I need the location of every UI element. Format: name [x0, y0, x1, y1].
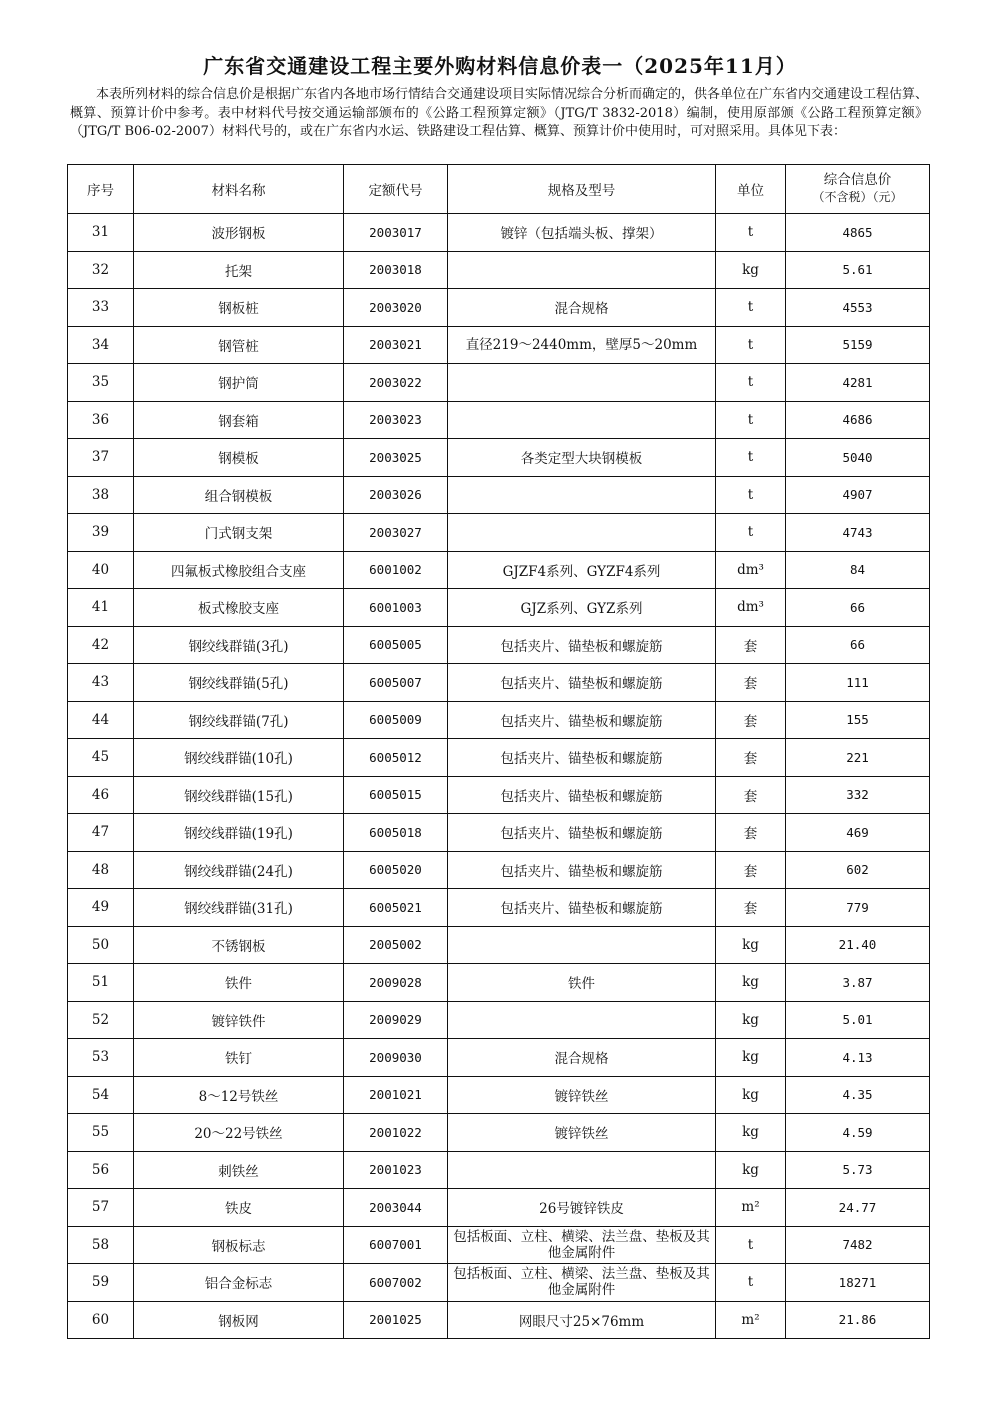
cell-name: 不锈钢板: [134, 926, 344, 964]
cell-spec: 包括夹片、锚垫板和螺旋筋: [448, 851, 716, 889]
table-row: [68, 776, 930, 814]
cell-code: 2001021: [344, 1076, 448, 1114]
cell-unit: kg: [716, 964, 786, 1002]
cell-unit: kg: [716, 1039, 786, 1077]
cell-price: 5159: [786, 326, 930, 364]
cell-spec: 直径219～2440mm，壁厚5～20mm: [448, 326, 716, 364]
cell-no: 39: [68, 514, 134, 552]
table-row: [68, 814, 930, 852]
cell-name: 钢模板: [134, 439, 344, 477]
cell-unit: 套: [716, 776, 786, 814]
table-row: [68, 289, 930, 327]
cell-spec: 包括板面、立柱、横梁、法兰盘、垫板及其他金属附件: [448, 1264, 716, 1302]
cell-unit: kg: [716, 1114, 786, 1152]
cell-no: 38: [68, 476, 134, 514]
cell-spec: [448, 1001, 716, 1039]
cell-no: 56: [68, 1151, 134, 1189]
table-row: [68, 364, 930, 402]
cell-price: 5040: [786, 439, 930, 477]
cell-spec: 镀锌铁丝: [448, 1076, 716, 1114]
cell-spec: 镀锌铁丝: [448, 1114, 716, 1152]
cell-unit: t: [716, 214, 786, 252]
cell-name: 钢绞线群锚(31孔): [134, 889, 344, 927]
cell-name: 钢套箱: [134, 401, 344, 439]
cell-name: 门式钢支架: [134, 514, 344, 552]
cell-unit: 套: [716, 701, 786, 739]
cell-price: 602: [786, 851, 930, 889]
header-price-label: 综合信息价: [823, 172, 892, 188]
cell-name: 组合钢模板: [134, 476, 344, 514]
cell-spec: [448, 364, 716, 402]
cell-no: 44: [68, 701, 134, 739]
cell-spec: [448, 1151, 716, 1189]
cell-price: 24.77: [786, 1189, 930, 1227]
cell-name: 铝合金标志: [134, 1264, 344, 1302]
header-code: 定额代号: [344, 165, 448, 214]
cell-code: 2003022: [344, 364, 448, 402]
cell-no: 46: [68, 776, 134, 814]
cell-unit: kg: [716, 926, 786, 964]
header-name: 材料名称: [134, 165, 344, 214]
cell-no: 45: [68, 739, 134, 777]
cell-price: 4686: [786, 401, 930, 439]
table-row: [68, 739, 930, 777]
cell-unit: t: [716, 439, 786, 477]
cell-code: 2003017: [344, 214, 448, 252]
cell-unit: t: [716, 401, 786, 439]
cell-code: 2003044: [344, 1189, 448, 1227]
cell-unit: t: [716, 1264, 786, 1302]
cell-unit: 套: [716, 889, 786, 927]
table-row: [68, 589, 930, 627]
cell-unit: 套: [716, 739, 786, 777]
cell-code: 2009028: [344, 964, 448, 1002]
cell-code: 2003018: [344, 251, 448, 289]
table-row: [68, 251, 930, 289]
cell-no: 33: [68, 289, 134, 327]
table-row: [68, 1301, 930, 1339]
cell-spec: 包括夹片、锚垫板和螺旋筋: [448, 776, 716, 814]
cell-price: 66: [786, 626, 930, 664]
cell-price: 469: [786, 814, 930, 852]
header-price: [786, 165, 930, 214]
cell-price: 84: [786, 551, 930, 589]
cell-no: 58: [68, 1226, 134, 1264]
cell-code: 6005018: [344, 814, 448, 852]
cell-name: 铁皮: [134, 1189, 344, 1227]
cell-spec: GJZF4系列、GYZF4系列: [448, 551, 716, 589]
cell-name: 铁件: [134, 964, 344, 1002]
cell-code: 6007002: [344, 1264, 448, 1302]
cell-code: 2009030: [344, 1039, 448, 1077]
cell-price: 332: [786, 776, 930, 814]
cell-no: 40: [68, 551, 134, 589]
cell-name: 钢绞线群锚(15孔): [134, 776, 344, 814]
cell-code: 6007001: [344, 1226, 448, 1264]
cell-no: 35: [68, 364, 134, 402]
cell-price: 21.86: [786, 1301, 930, 1339]
table-row: [68, 664, 930, 702]
cell-price: 4.59: [786, 1114, 930, 1152]
cell-spec: [448, 514, 716, 552]
cell-code: 2003021: [344, 326, 448, 364]
cell-price: 4743: [786, 514, 930, 552]
cell-no: 41: [68, 589, 134, 627]
cell-no: 55: [68, 1114, 134, 1152]
cell-spec: 包括夹片、锚垫板和螺旋筋: [448, 889, 716, 927]
cell-unit: 套: [716, 814, 786, 852]
cell-spec: [448, 926, 716, 964]
page-title: 广东省交通建设工程主要外购材料信息价表一（2025年11月）: [203, 54, 797, 78]
cell-code: 6005020: [344, 851, 448, 889]
cell-no: 48: [68, 851, 134, 889]
cell-code: 2003027: [344, 514, 448, 552]
cell-code: 2003020: [344, 289, 448, 327]
cell-price: 5.73: [786, 1151, 930, 1189]
cell-no: 32: [68, 251, 134, 289]
cell-code: 2005002: [344, 926, 448, 964]
table-row: [68, 1076, 930, 1114]
cell-price: 21.40: [786, 926, 930, 964]
cell-unit: t: [716, 1226, 786, 1264]
price-table: [67, 164, 930, 1339]
table-row: [68, 626, 930, 664]
table-row: [68, 514, 930, 552]
cell-price: 7482: [786, 1226, 930, 1264]
cell-unit: 套: [716, 626, 786, 664]
table-row: [68, 214, 930, 252]
cell-spec: [448, 401, 716, 439]
cell-price: 221: [786, 739, 930, 777]
cell-price: 4.13: [786, 1039, 930, 1077]
cell-name: 钢绞线群锚(10孔): [134, 739, 344, 777]
table-body: [68, 214, 930, 1339]
cell-unit: m²: [716, 1189, 786, 1227]
cell-code: 6005015: [344, 776, 448, 814]
cell-code: 2003025: [344, 439, 448, 477]
cell-name: 板式橡胶支座: [134, 589, 344, 627]
table-header-row: [68, 165, 930, 214]
table-row: [68, 476, 930, 514]
cell-code: 2001023: [344, 1151, 448, 1189]
cell-name: 8～12号铁丝: [134, 1076, 344, 1114]
cell-spec: GJZ系列、GYZ系列: [448, 589, 716, 627]
table-row: [68, 1114, 930, 1152]
header-price-note: （不含税）（元）: [812, 190, 903, 204]
cell-no: 59: [68, 1264, 134, 1302]
table-row: [68, 1264, 930, 1302]
cell-price: 155: [786, 701, 930, 739]
cell-code: 2003026: [344, 476, 448, 514]
cell-unit: t: [716, 289, 786, 327]
cell-spec: 混合规格: [448, 289, 716, 327]
cell-code: 6005007: [344, 664, 448, 702]
cell-code: 2009029: [344, 1001, 448, 1039]
cell-unit: t: [716, 476, 786, 514]
cell-code: 6001003: [344, 589, 448, 627]
cell-no: 53: [68, 1039, 134, 1077]
cell-price: 779: [786, 889, 930, 927]
cell-unit: 套: [716, 664, 786, 702]
cell-code: 6005005: [344, 626, 448, 664]
table-row: [68, 551, 930, 589]
cell-spec: 包括夹片、锚垫板和螺旋筋: [448, 664, 716, 702]
cell-unit: kg: [716, 251, 786, 289]
table-row: [68, 701, 930, 739]
cell-price: 66: [786, 589, 930, 627]
cell-name: 铁钉: [134, 1039, 344, 1077]
cell-price: 111: [786, 664, 930, 702]
table-row: [68, 1151, 930, 1189]
cell-unit: t: [716, 514, 786, 552]
cell-no: 57: [68, 1189, 134, 1227]
cell-unit: kg: [716, 1001, 786, 1039]
cell-spec: 混合规格: [448, 1039, 716, 1077]
table-row: [68, 889, 930, 927]
cell-price: 18271: [786, 1264, 930, 1302]
cell-code: 6001002: [344, 551, 448, 589]
cell-spec: 26号镀锌铁皮: [448, 1189, 716, 1227]
cell-no: 43: [68, 664, 134, 702]
cell-unit: t: [716, 364, 786, 402]
cell-name: 钢绞线群锚(19孔): [134, 814, 344, 852]
table-row: [68, 1001, 930, 1039]
header-spec: 规格及型号: [448, 165, 716, 214]
cell-unit: t: [716, 326, 786, 364]
cell-spec: 铁件: [448, 964, 716, 1002]
cell-name: 托架: [134, 251, 344, 289]
cell-name: 钢绞线群锚(3孔): [134, 626, 344, 664]
cell-unit: kg: [716, 1076, 786, 1114]
intro-paragraph: 本表所列材料的综合信息价是根据广东省内各地市场行情结合交通建设项目实际情况综合分析而确定的，供各单位在广东省内交通建设工程估算、概算、预算计价中参考。表中材料代号按交通运输部颁布的《公路工程预算定额》（JTG/T 3832-2018）编制，使用原部颁《公路工程预算定额》（JTG/T B06-02-2007）材料代号的，或在广东省内水运、铁路建设工程估算、概算、预算计价中使用时，可对照采用。具体见下表：: [70, 87, 929, 139]
cell-unit: kg: [716, 1151, 786, 1189]
cell-name: 钢绞线群锚(7孔): [134, 701, 344, 739]
cell-code: 2001025: [344, 1301, 448, 1339]
cell-no: 34: [68, 326, 134, 364]
cell-name: 钢板标志: [134, 1226, 344, 1264]
cell-spec: 包括夹片、锚垫板和螺旋筋: [448, 701, 716, 739]
cell-unit: m²: [716, 1301, 786, 1339]
table-row: [68, 926, 930, 964]
cell-spec: [448, 251, 716, 289]
cell-name: 钢板网: [134, 1301, 344, 1339]
cell-name: 镀锌铁件: [134, 1001, 344, 1039]
cell-price: 4865: [786, 214, 930, 252]
cell-no: 50: [68, 926, 134, 964]
cell-price: 5.61: [786, 251, 930, 289]
cell-no: 47: [68, 814, 134, 852]
cell-unit: dm³: [716, 551, 786, 589]
cell-price: 4553: [786, 289, 930, 327]
cell-code: 2001022: [344, 1114, 448, 1152]
cell-spec: 包括夹片、锚垫板和螺旋筋: [448, 814, 716, 852]
cell-name: 钢板桩: [134, 289, 344, 327]
cell-spec: 网眼尺寸25×76mm: [448, 1301, 716, 1339]
cell-name: 20～22号铁丝: [134, 1114, 344, 1152]
cell-no: 49: [68, 889, 134, 927]
cell-no: 51: [68, 964, 134, 1002]
cell-spec: 包括夹片、锚垫板和螺旋筋: [448, 739, 716, 777]
cell-no: 52: [68, 1001, 134, 1039]
cell-name: 钢管桩: [134, 326, 344, 364]
cell-no: 54: [68, 1076, 134, 1114]
cell-name: 波形钢板: [134, 214, 344, 252]
cell-spec: 包括板面、立柱、横梁、法兰盘、垫板及其他金属附件: [448, 1226, 716, 1264]
table-row: [68, 1226, 930, 1264]
cell-name: 钢绞线群锚(24孔): [134, 851, 344, 889]
table-row: [68, 964, 930, 1002]
cell-code: 6005021: [344, 889, 448, 927]
cell-price: 4.35: [786, 1076, 930, 1114]
cell-code: 2003023: [344, 401, 448, 439]
cell-no: 42: [68, 626, 134, 664]
cell-name: 刺铁丝: [134, 1151, 344, 1189]
cell-code: 6005009: [344, 701, 448, 739]
cell-spec: [448, 476, 716, 514]
table-row: [68, 326, 930, 364]
cell-no: 31: [68, 214, 134, 252]
cell-unit: 套: [716, 851, 786, 889]
table-row: [68, 439, 930, 477]
cell-spec: 包括夹片、锚垫板和螺旋筋: [448, 626, 716, 664]
header-unit: 单位: [716, 165, 786, 214]
cell-name: 钢绞线群锚(5孔): [134, 664, 344, 702]
cell-spec: 各类定型大块钢模板: [448, 439, 716, 477]
table-row: [68, 1189, 930, 1227]
cell-no: 37: [68, 439, 134, 477]
header-no: 序号: [68, 165, 134, 214]
cell-unit: dm³: [716, 589, 786, 627]
cell-price: 4281: [786, 364, 930, 402]
table-row: [68, 1039, 930, 1077]
cell-no: 60: [68, 1301, 134, 1339]
cell-name: 四氟板式橡胶组合支座: [134, 551, 344, 589]
table-row: [68, 851, 930, 889]
cell-price: 3.87: [786, 964, 930, 1002]
cell-name: 钢护筒: [134, 364, 344, 402]
cell-code: 6005012: [344, 739, 448, 777]
cell-price: 5.01: [786, 1001, 930, 1039]
cell-spec: 镀锌（包括端头板、撑架）: [448, 214, 716, 252]
cell-no: 36: [68, 401, 134, 439]
cell-price: 4907: [786, 476, 930, 514]
table-row: [68, 401, 930, 439]
